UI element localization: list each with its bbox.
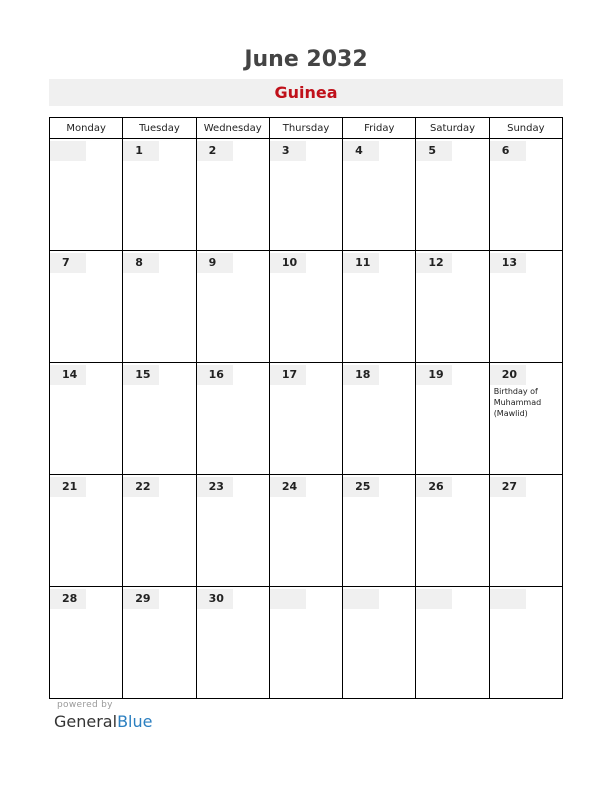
calendar-day-cell[interactable]	[416, 251, 489, 363]
day-number: 20	[490, 365, 526, 385]
weekday-header-row	[50, 118, 563, 139]
calendar-day-cell[interactable]	[196, 251, 269, 363]
day-number: 25	[343, 477, 379, 497]
day-number: 10	[270, 253, 306, 273]
day-number: 15	[123, 365, 159, 385]
calendar-day-cell[interactable]	[50, 251, 123, 363]
calendar-day-cell[interactable]	[343, 587, 416, 699]
holiday-label: Birthday of Muhammad (Mawlid)	[493, 387, 542, 418]
country-name: Guinea	[274, 83, 338, 102]
calendar-day-cell[interactable]	[416, 587, 489, 699]
weekday-header: Wednesday	[196, 118, 269, 139]
calendar-day-cell[interactable]	[343, 251, 416, 363]
weekday-header: Thursday	[269, 118, 342, 139]
country-banner	[49, 79, 563, 106]
day-number: 17	[270, 365, 306, 385]
calendar-day-cell[interactable]	[196, 139, 269, 251]
day-number: 8	[123, 253, 159, 273]
day-number	[50, 141, 86, 161]
brand-general-text: General	[54, 712, 118, 731]
calendar-day-cell[interactable]	[269, 251, 342, 363]
brand-blue-text: Blue	[117, 712, 153, 731]
day-number: 24	[270, 477, 306, 497]
brand-logo[interactable]	[54, 712, 152, 731]
day-number: 11	[343, 253, 379, 273]
calendar-day-cell[interactable]	[489, 363, 562, 475]
calendar-day-cell[interactable]	[343, 139, 416, 251]
day-number: 13	[490, 253, 526, 273]
calendar-day-cell[interactable]	[269, 363, 342, 475]
calendar-week-row	[50, 363, 563, 475]
day-number: 14	[50, 365, 86, 385]
day-number	[490, 589, 526, 609]
calendar-day-cell[interactable]	[123, 587, 196, 699]
calendar-day-cell[interactable]	[489, 475, 562, 587]
day-number: 27	[490, 477, 526, 497]
calendar-day-cell[interactable]	[123, 363, 196, 475]
calendar-day-cell[interactable]	[123, 251, 196, 363]
calendar-day-cell[interactable]	[123, 139, 196, 251]
day-number: 5	[416, 141, 452, 161]
calendar-week-row	[50, 475, 563, 587]
calendar-day-cell[interactable]	[343, 475, 416, 587]
day-number: 21	[50, 477, 86, 497]
day-number: 28	[50, 589, 86, 609]
calendar-day-cell[interactable]	[343, 363, 416, 475]
calendar-day-cell[interactable]	[416, 363, 489, 475]
calendar-week-row	[50, 587, 563, 699]
calendar-day-cell[interactable]	[269, 475, 342, 587]
weekday-header: Friday	[343, 118, 416, 139]
day-number: 29	[123, 589, 159, 609]
calendar-day-cell[interactable]	[489, 251, 562, 363]
calendar-grid	[49, 117, 563, 699]
calendar-day-cell[interactable]	[489, 139, 562, 251]
day-number: 3	[270, 141, 306, 161]
day-number: 22	[123, 477, 159, 497]
day-number: 16	[197, 365, 233, 385]
weekday-header: Tuesday	[123, 118, 196, 139]
day-number: 26	[416, 477, 452, 497]
calendar-day-cell[interactable]	[196, 475, 269, 587]
day-number: 1	[123, 141, 159, 161]
calendar-day-cell[interactable]	[50, 475, 123, 587]
day-number: 18	[343, 365, 379, 385]
calendar-day-cell[interactable]	[196, 587, 269, 699]
weekday-header: Sunday	[489, 118, 562, 139]
weekday-header: Saturday	[416, 118, 489, 139]
day-number: 12	[416, 253, 452, 273]
day-number: 2	[197, 141, 233, 161]
calendar-day-cell[interactable]	[50, 139, 123, 251]
day-number: 23	[197, 477, 233, 497]
day-number: 7	[50, 253, 86, 273]
weekday-header: Monday	[50, 118, 123, 139]
calendar-day-cell[interactable]	[50, 587, 123, 699]
calendar-day-cell[interactable]	[50, 363, 123, 475]
calendar-day-cell[interactable]	[489, 587, 562, 699]
calendar-week-row	[50, 251, 563, 363]
powered-by-label: powered by	[57, 700, 113, 710]
calendar-day-cell[interactable]	[196, 363, 269, 475]
day-number	[343, 589, 379, 609]
calendar-day-cell[interactable]	[123, 475, 196, 587]
calendar-day-cell[interactable]	[269, 139, 342, 251]
calendar-day-cell[interactable]	[269, 587, 342, 699]
day-number: 6	[490, 141, 526, 161]
page-title: June 2032	[244, 47, 368, 72]
day-number	[416, 589, 452, 609]
day-number: 9	[197, 253, 233, 273]
day-number: 30	[197, 589, 233, 609]
day-number	[270, 589, 306, 609]
day-number: 4	[343, 141, 379, 161]
calendar-week-row	[50, 139, 563, 251]
calendar-day-cell[interactable]	[416, 139, 489, 251]
day-number: 19	[416, 365, 452, 385]
calendar-day-cell[interactable]	[416, 475, 489, 587]
